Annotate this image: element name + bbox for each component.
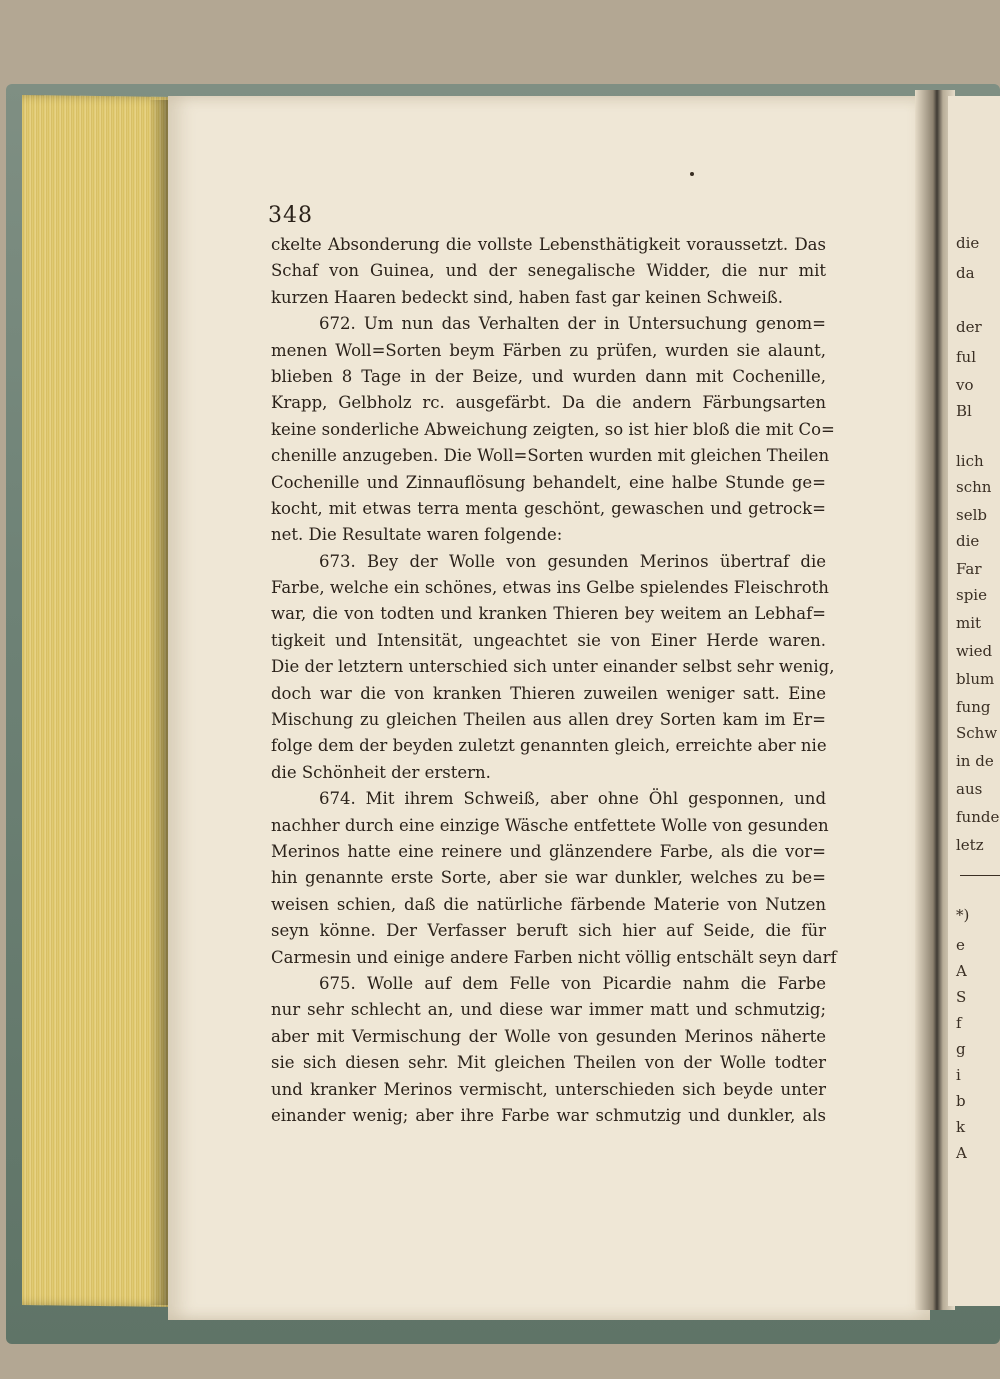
text-line: weisen schien, daß die natürliche färbende Materie von Nutzen <box>271 894 826 914</box>
text-line: 673. Bey der Wolle von gesunden Merinos übertraf die <box>319 551 826 571</box>
facing-page-word-fragment: selb <box>956 506 987 524</box>
text-line: war, die von todten und kranken Thieren bey weitem an Lebhaf= <box>271 604 826 624</box>
text-line: kocht, mit etwas terra menta geschönt, gewaschen und getrock= <box>271 498 826 518</box>
text-line: und kranker Merinos vermischt, unterschieden sich beyde unter <box>271 1079 826 1099</box>
footnote-rule <box>960 875 1000 876</box>
text-line: hin genannte erste Sorte, aber sie war dunkler, welches zu be= <box>271 868 826 888</box>
facing-page-fragment <box>948 96 1000 1306</box>
text-line: chenille anzugeben. Die Woll=Sorten wurden mit gleichen Theilen <box>271 446 830 466</box>
page-body-text <box>271 232 837 1129</box>
text-line: folge dem der beyden zuletzt genannten gleich, erreichte aber nie <box>271 736 827 756</box>
text-line: doch war die von kranken Thieren zuweilen weniger satt. Eine <box>271 683 826 703</box>
facing-page-word-fragment: *) <box>956 906 970 924</box>
facing-page-word-fragment: A <box>956 1144 967 1162</box>
facing-page-word-fragment: blum <box>956 670 995 688</box>
facing-page-word-fragment: mit <box>956 614 982 632</box>
text-line: net. Die Resultate waren folgende: <box>271 525 563 545</box>
facing-page-word-fragment: b <box>956 1092 966 1110</box>
facing-page-word-fragment: Bl <box>956 402 972 420</box>
text-line: Krapp, Gelbholz rc. ausgefärbt. Da die andern Färbungsarten <box>271 393 826 413</box>
text-line: nur sehr schlecht an, und diese war immer matt und schmutzig; <box>271 1000 826 1020</box>
text-line: 672. Um nun das Verhalten der in Untersuchung genom= <box>319 314 826 334</box>
facing-page-word-fragment: ful <box>956 348 977 366</box>
page-number: 348 <box>268 203 313 228</box>
facing-page-word-fragment: da <box>956 264 975 282</box>
facing-page-word-fragment: lich <box>956 452 984 470</box>
text-line: Schaf von Guinea, und der senegalische Widder, die nur mit <box>271 261 826 281</box>
facing-page-word-fragment: g <box>956 1040 966 1058</box>
facing-page-word-fragment: schn <box>956 478 992 496</box>
facing-page-word-fragment: Far <box>956 560 982 578</box>
text-line: Mischung zu gleichen Theilen aus allen drey Sorten kam im Er= <box>271 710 826 730</box>
text-line: ckelte Absonderung die vollste Lebensthätigkeit voraussetzt. Das <box>271 235 826 254</box>
text-line: menen Woll=Sorten beym Färben zu prüfen, wurden sie alaunt, <box>271 340 826 360</box>
facing-page-word-fragment: in de <box>956 752 994 770</box>
text-line: aber mit Vermischung der Wolle von gesunden Merinos näherte <box>271 1026 826 1046</box>
text-line: die Schönheit der erstern. <box>271 762 491 782</box>
text-line: einander wenig; aber ihre Farbe war schmutzig und dunkler, als <box>271 1105 826 1125</box>
text-line: Die der letztern unterschied sich unter einander selbst sehr wenig, <box>271 657 835 677</box>
facing-page-word-fragment: die <box>956 532 980 550</box>
facing-page-word-fragment: die <box>956 234 980 252</box>
facing-page-word-fragment: A <box>956 962 967 980</box>
facing-page-word-fragment: wied <box>956 642 993 660</box>
facing-page-word-fragment: i <box>956 1066 961 1084</box>
text-line: seyn könne. Der Verfasser beruft sich hier auf Seide, die für <box>271 921 826 941</box>
text-line: kurzen Haaren bedeckt sind, haben fast gar keinen Schweiß. <box>271 287 784 307</box>
text-line: tigkeit und Intensität, ungeachtet sie von Einer Herde waren. <box>271 630 826 650</box>
facing-page-word-fragment: der <box>956 318 982 336</box>
text-line: keine sonderliche Abweichung zeigten, so ist hier bloß die mit Co= <box>271 419 835 439</box>
facing-page-word-fragment: k <box>956 1118 966 1136</box>
text-line: sie sich diesen sehr. Mit gleichen Theilen von der Wolle todter <box>271 1053 826 1073</box>
facing-page-word-fragment: letz <box>956 836 984 854</box>
text-line: Cochenille und Zinnauflösung behandelt, eine halbe Stunde ge= <box>271 472 826 492</box>
text-line: Merinos hatte eine reinere und glänzendere Farbe, als die vor= <box>271 841 826 861</box>
facing-page-word-fragment: Schw <box>956 724 998 742</box>
facing-page-word-fragment: funde <box>956 808 1000 826</box>
text-line: 675. Wolle auf dem Felle von Picardie nahm die Farbe <box>319 973 826 993</box>
facing-page-word-fragment: S <box>956 988 967 1006</box>
text-line: blieben 8 Tage in der Beize, und wurden dann mit Cochenille, <box>271 366 826 386</box>
text-line: nachher durch eine einzige Wäsche entfettete Wolle von gesunden <box>271 815 829 835</box>
facing-page-word-fragment: vo <box>956 376 974 394</box>
facing-page-word-fragment: fung <box>956 698 991 716</box>
facing-page-word-fragment: aus <box>956 780 983 798</box>
facing-page-word-fragment: e <box>956 936 965 954</box>
text-line: Farbe, welche ein schönes, etwas ins Gelbe spielendes Fleischroth <box>271 578 829 598</box>
text-line: Carmesin und einige andere Farben nicht völlig entschält seyn darf <box>271 947 837 967</box>
facing-page-word-fragment: spie <box>956 586 987 604</box>
text-line: 674. Mit ihrem Schweiß, aber ohne Öhl gesponnen, und <box>319 789 826 809</box>
ink-speck <box>690 172 694 176</box>
facing-page-word-fragment: f <box>956 1014 962 1032</box>
